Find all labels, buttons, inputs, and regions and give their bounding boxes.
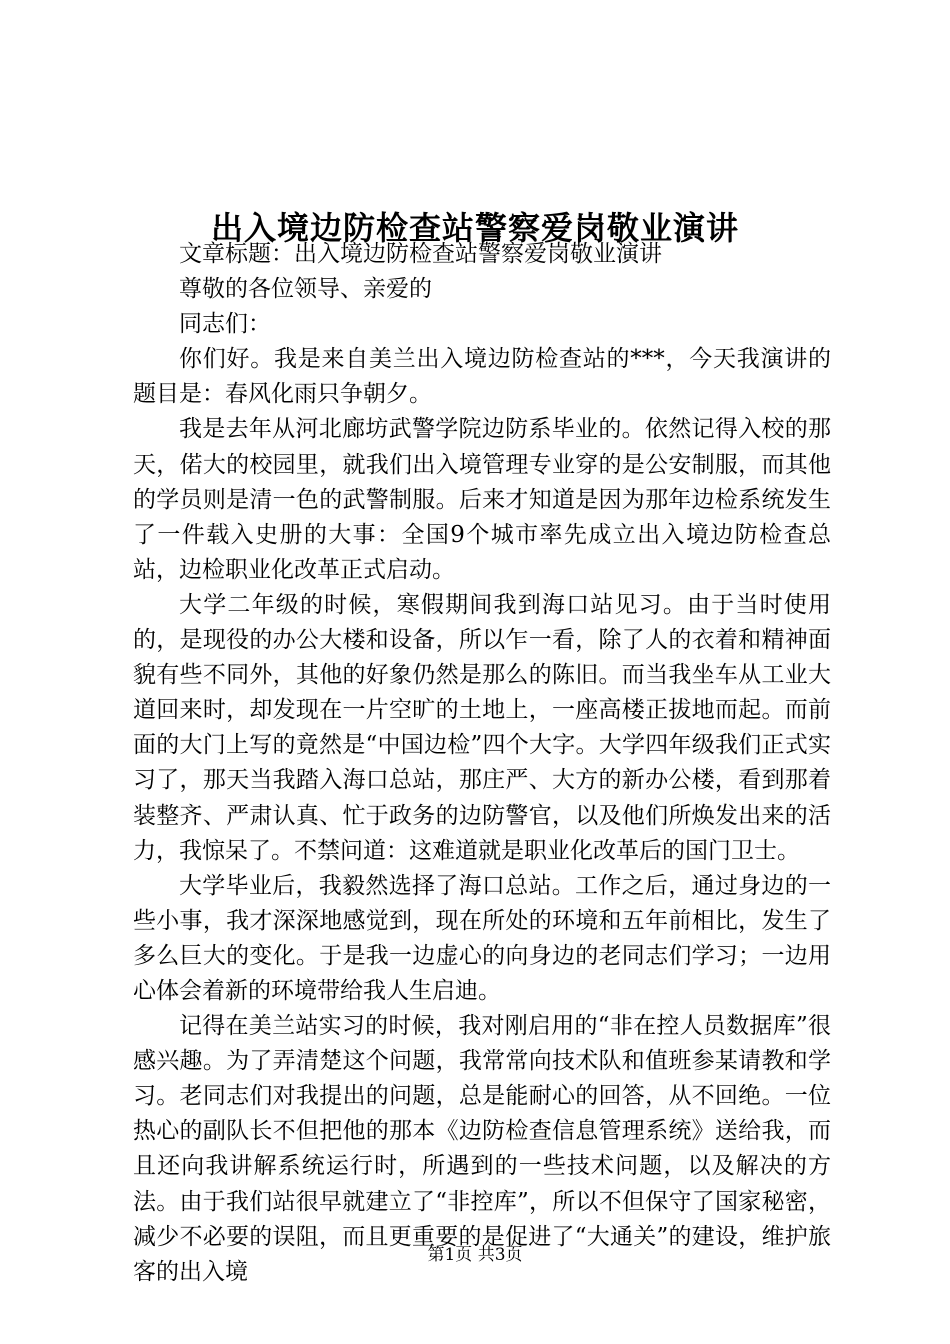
- paragraph-article-title: 文章标题：出入境边防检查站警察爱岗敬业演讲: [179, 241, 662, 267]
- page-footer: 第1页 共3页: [427, 1245, 523, 1265]
- paragraph-greeting: 尊敬的各位领导、亲爱的: [179, 276, 432, 303]
- paragraph-salutation: 同志们：: [179, 311, 271, 338]
- document-title: 出入境边防检查站警察爱岗敬业演讲: [210, 209, 739, 248]
- paragraph-graduation: 我是去年从河北廊坊武警学院边防系毕业的。依然记得入校的那天，偌大的校园里，就我们出入境管理专业穿的是公安制服，而其他的学员则是清一色的武警制服。后来才知道是因为那年边检系统发生了一件载入史册的大事：全国9个城市率先成立出入境边防检查总站，边检职业化改革正式启动。: [133, 416, 831, 583]
- paragraph-internship: 大学二年级的时候，寒假期间我到海口站见习。由于当时使用的，是现役的办公大楼和设备，所以乍一看，除了人的衣着和精神面貌有些不同外，其他的好象仍然是那么的陈旧。而当我坐车从工业大道回来时，却发现在一片空旷的土地上，一座高楼正拔地而起。而前面的大门上写的竟然是“中国边检”四个大字。大学四年级我们正式实习了，那天当我踏入海口总站，那庄严、大方的新办公楼，看到那着装整齐、严肃认真、忙于政务的边防警官，以及他们所焕发出来的活力，我惊呆了。不禁问道：这难道就是职业化改革后的国门卫士。: [133, 591, 831, 864]
- document-body: [133, 237, 831, 1290]
- paragraph-intro: 你们好。我是来自美兰出入境边防检查站的***，今天我演讲的题目是：春风化雨只争朝夕。: [133, 346, 831, 408]
- paragraph-database: 记得在美兰站实习的时候，我对刚启用的“非在控人员数据库”很感兴趣。为了弄清楚这个问题，我常常向技术队和值班参某请教和学习。老同志们对我提出的问题，总是能耐心的回答，从不回绝。一位热心的副队长不但把他的那本《边防检查信息管理系统》送给我，而且还向我讲解系统运行时，所遇到的一些技术问题，以及解决的方法。由于我们站很早就建立了“非控库”，所以不但保守了国家秘密，减少不必要的误阻，而且更重要的是促进了“大通关”的建设，维护旅客的出入境: [133, 1013, 831, 1285]
- paragraph-after-graduation: 大学毕业后，我毅然选择了海口总站。工作之后，通过身边的一些小事，我才深深地感觉到，现在所处的环境和五年前相比，发生了多么巨大的变化。于是我一边虚心的向身边的老同志们学习；一边用心体会着新的环境带给我人生启迪。: [133, 872, 831, 1004]
